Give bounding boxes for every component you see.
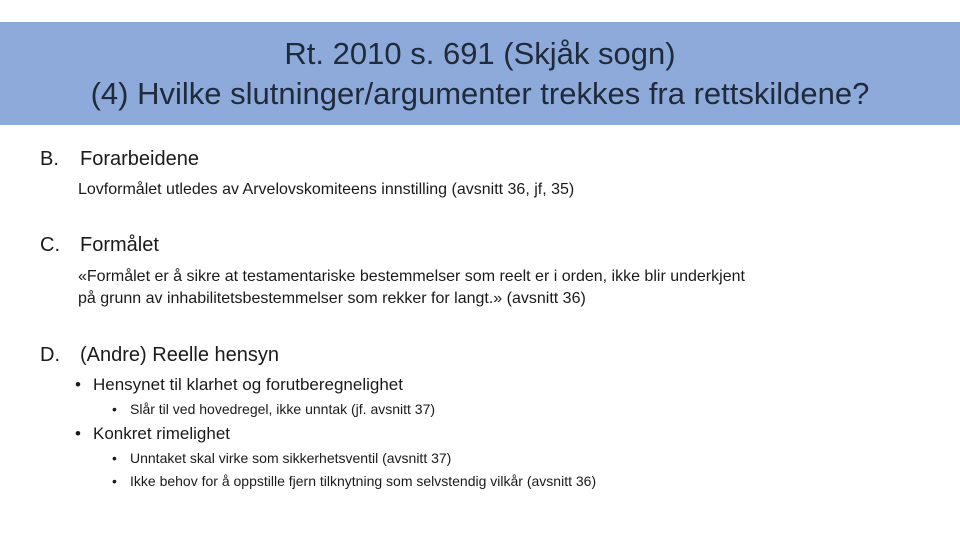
section-letter: C.	[40, 234, 60, 256]
section-letter: B.	[40, 148, 59, 170]
slide-title-line-2: (4) Hvilke slutninger/argumenter trekkes fra rettskildene?	[90, 75, 870, 111]
bullet-marker: •	[112, 401, 117, 417]
bullet-marker: •	[112, 473, 117, 489]
sub-bullet-item	[112, 450, 451, 466]
sub-bullet-text: Slår til ved hovedregel, ikke unntak (jf. avsnitt 37)	[130, 401, 436, 417]
bullet-text: Konkret rimelighet	[93, 424, 231, 443]
bullet-item	[75, 375, 403, 395]
sub-bullet-text: Ikke behov for å oppstille fjern tilknytning som selvstendig vilkår (avsnitt 36)	[130, 473, 597, 489]
section-title: (Andre) Reelle hensyn	[80, 344, 279, 366]
sub-bullet-text: Unntaket skal virke som sikkerhetsventil (avsnitt 37)	[130, 450, 452, 466]
bullet-marker: •	[112, 450, 117, 466]
section-letter: D.	[40, 344, 60, 366]
section-c-text-line-2: på grunn av inhabilitetsbestemmelser som rekker for langt.» (avsnitt 36)	[78, 290, 586, 307]
section-title: Formålet	[80, 234, 159, 256]
section-title: Forarbeidene	[80, 148, 199, 170]
section-b-heading	[40, 148, 199, 171]
section-c-heading	[40, 234, 159, 257]
sub-bullet-item	[112, 401, 435, 417]
slide-title-line-1: Rt. 2010 s. 691 (Skjåk sogn)	[284, 35, 676, 71]
bullet-marker: •	[75, 424, 81, 443]
bullet-marker: •	[75, 375, 81, 394]
bullet-item	[75, 424, 230, 444]
sub-bullet-item	[112, 473, 596, 489]
bullet-text: Hensynet til klarhet og forutberegnelighet	[93, 375, 403, 394]
section-b-text: Lovformålet utledes av Arvelovskomiteens innstilling (avsnitt 36, jf, 35)	[78, 181, 575, 198]
section-d-heading	[40, 344, 279, 367]
section-c-text-line-1: «Formålet er å sikre at testamentariske bestemmelser som reelt er i orden, ikke blir underkjent	[78, 268, 745, 285]
